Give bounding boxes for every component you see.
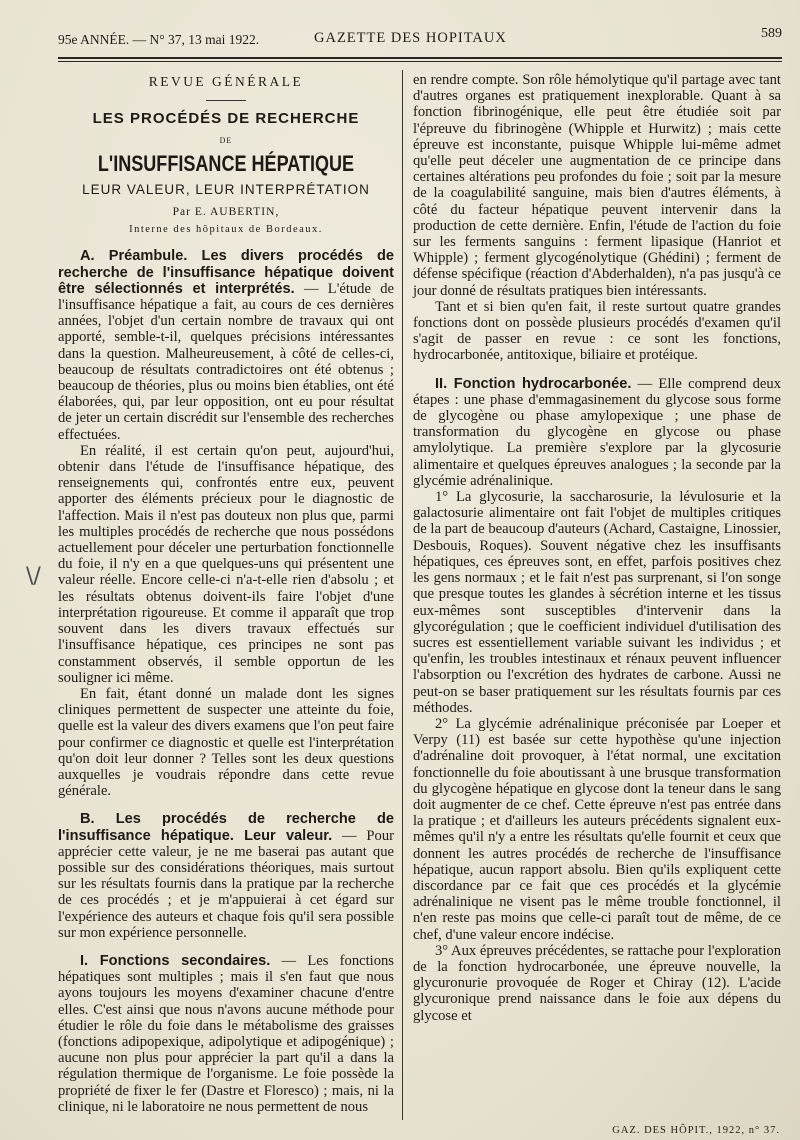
paragraph: II. Fonction hydrocarbonée. — Elle comprend deux étapes : une phase d'emmagasinement du glycose sous forme de glycogène ou phase amylopexique ; une phase de transformation du glycogène en glycose ou phase amylolytique. La première s'explore par la glycosurie alimentaire et quelques épreuves analogues ; la seconde par la glycémie adrénalinique. [413,375,781,489]
paragraph: En réalité, il est certain qu'on peut, aujourd'hui, obtenir dans l'étude de l'insuffisance hépatique, des renseignements qui, confrontés entre eux, peuvent apporter des éléments précieux pour le diagnostic de l'affection. Mais il n'est pas douteux non plus que, parmi les multiples procédés de recherche que nous possédons actuellement pour déceler une perturbation fonctionnelle du foie, il n'y en a que quelques-uns qui présentent une valeur réelle. Encore celle-ci n'a-t-elle rien d'absolu ; et les résultats obtenus doivent-ils faire l'objet d'une interprétation rigoureuse. Et comme il apparaît que trop souvent dans les divers travaux effectués sur l'insuffisance hépatique, ces principes ne sont pas constamment observés, il semble opportun de les souligner ici même. [58,442,394,686]
paragraph: A. Préambule. Les divers procédés de recherche de l'insuffisance hépatique doivent être sélectionnés et interprétés. — L'étude de l'insuffisance hépatique a fait, au cours de ces dernières années, l'objet d'un certain nombre de travaux qui ont apporté, semble-t-il, quelques précisions intéressantes dans la question. Malheureusement, à côté de celles-ci, beaucoup de résultats contradictoires ont été obtenus ; beaucoup de théories, plus ou moins bien établies, ont été élaborées, qui, par leur opposition, ont eu pour résultat de jeter un certain discrédit sur l'ensemble des recherches effectuées. [58,248,394,443]
margin-annotation: \/ [26,564,41,589]
article-title-main: L'INSUFFISANCE HÉPATIQUE [97,150,355,176]
paragraph: 1° La glycosurie, la saccharosurie, la lévulosurie et la galactosurie alimentaire ont fait l'objet de multiples critiques de la part de beaucoup d'auteurs (Achard, Castaigne, Linossier, Desbouis, Roques). Souvent négative chez les insuffisants hépatiques, ces épreuves sont, en effet, parfois positives chez les gens normaux ; et le fait n'est pas surprenant, si l'on songe que presque toutes les glandes à sécrétion interne et les tissus eux-mêmes sont susceptibles d'intervenir dans la glycorégulation ; que le coefficient individuel d'utilisation des sucres est essentiellement variable suivant les individus ; et qu'enfin, les troubles intestinaux et rénaux peuvent influencer l'absorption ou l'excrétion des hydrates de carbone. Aussi ne peut-on se baser pratiquement sur les résultats fournis par ces méthodes. [413,489,781,716]
paragraph: Tant et si bien qu'en fait, il reste surtout quatre grandes fonctions dont on possède plusieurs procédés d'examen qu'il s'agit de passer en revue : ce sont les fonctions, hydrocarbonée, antitoxique, biliaire et protéique. [413,298,781,364]
article-subtitle: LEUR VALEUR, LEUR INTERPRÉTATION [82,181,370,197]
paragraph: B. Les procédés de recherche de l'insuffisance hépatique. Leur valeur. — Pour apprécier cette valeur, je ne me baserai pas autant que possible sur des considérations théoriques, mais surtout sur les résultats fournis dans la pratique par la recherche de ces procédés ; et je m'appuierai à cet égard sur l'expérience des auteurs et chaque fois qu'il sera possible sur mon expérience personnelle. [58,811,394,941]
column-divider [402,70,403,1120]
page-header [58,26,782,52]
section-heading-a: A. Préambule. Les divers procédés de recherche de l'insuffisance hépatique doivent être sélectionnés et interprétés. [58,248,394,297]
title-divider [206,100,246,101]
author-role: Interne des hôpitaux de Bordeaux. [129,224,323,236]
paragraph: 3° Aux épreuves précédentes, se rattache pour l'exploration de la fonction hydrocarbonée, une épreuve nouvelle, la glycuronurie provoquée de Roger et Chiray (12). L'acide glycuronique prend naissance dans le foie aux dépens du glycose et [413,942,781,1024]
paragraph: en rendre compte. Son rôle hémolytique qu'il partage avec tant d'autres organes est pratiquement inexplorable. Quant à sa fonction fibrinogénique, elle peut être étudiée soit par l'épreuve du fibrinogène (Whipple et Hurwitz) ; mais cette épreuve est inconstante, puisque Whipple lui-même admet qu'elle peut déceler une augmentation de ce principe dans certaines altérations peu profondes du foie ; soit par la mesure de la coagulabilité sanguine, mais bien d'autres éléments, à côté du facteur hépatique peuvent intervenir dans la production de cette dernière. Enfin, l'étude de l'action du foie sur les ferments sanguins : ferment lipasique (Hanriot et Whipple) ; ferment glycogénolytique (Ghédini) ; ferment de défense spécifique (réaction d'Abderhalden), n'a pas jusqu'à ce jour donné de résultats pratiques bien intéressants. [413,72,781,299]
rubric: REVUE GÉNÉRALE [148,74,304,89]
header-rule-thick [58,57,782,59]
header-rule-thin [58,61,782,62]
paragraph: I. Fonctions secondaires. — Les fonctions hépatiques sont multiples ; mais il s'en faut que nous ayons toujours les moyens d'examiner chacune d'entre elles. C'est ainsi que nous n'avons aucune méthode pour étudier le rôle du foie dans le métabolisme des graisses (fonctions adipopexique, adipolytique et adipogénique) ; aucune non plus pour apprécier la part qu'il a dans la régulation thermique de l'organisme. Le foie possède la propriété de fixer le fer (Dastre et Floresco) ; mais, ni la clinique, ni le laboratoire ne nous permettent de nous [58,952,394,1115]
author-name: Par E. AUBERTIN, [172,206,280,219]
page-number: 589 [761,26,782,41]
journal-title: GAZETTE DES HOPITAUX [314,30,507,46]
left-column [58,70,394,1115]
paragraph: En fait, étant donné un malade dont les signes cliniques permettent de suspecter une atteinte du foie, quelle est la valeur des divers examens que l'on peut faire pour confirmer ce diagnostic et quelle est l'interprétation qu'on doit leur donner ? Telles sont les deux questions auxquelles je voudrais répondre dans cette revue générale. [58,685,394,800]
right-column [413,72,781,1024]
section-heading-b: B. Les procédés de recherche de l'insuffisance hépatique. Leur valeur. [58,811,394,844]
issue-info: 95e ANNÉE. — N° 37, 13 mai 1922. [58,32,260,47]
section-heading-ii: II. Fonction hydrocarbonée. [435,375,632,392]
section-heading-i: I. Fonctions secondaires. [80,952,271,969]
paragraph: 2° La glycémie adrénalinique préconisée par Loeper et Verpy (11) est basée sur cette hypothèse qu'une injection d'adrénaline doit provoquer, à l'état normal, une excitation fonctionnelle du foie aboutissant à une brusque transformation du glycogène hépatique en glycose dont la teneur dans le sang doit augmenter de ce chef. Cette épreuve n'est pas entrée dans la pratique ; et d'ailleurs les auteurs précédents signalent eux-mêmes qu'il n'y a entre les résultats qu'elle fournit et ceux que donnent les autres procédés de recherche de l'insuffisance hépatique, aucun rapport absolu. Bien qu'ils expliquent cette discordance par ce fait que ces procédés et la glycémie adrénalinique ne visent pas le même trouble fonctionnel, il n'en reste pas moins que celle-ci paraît tout de même, de ce chef, d'une valeur encore indécise. [413,715,781,943]
article-title-de: DE [219,136,233,146]
page-footer: GAZ. DES HÔPIT., 1922, n° 37. [612,1125,780,1136]
article-title-line-1: LES PROCÉDÉS DE RECHERCHE [92,110,360,128]
